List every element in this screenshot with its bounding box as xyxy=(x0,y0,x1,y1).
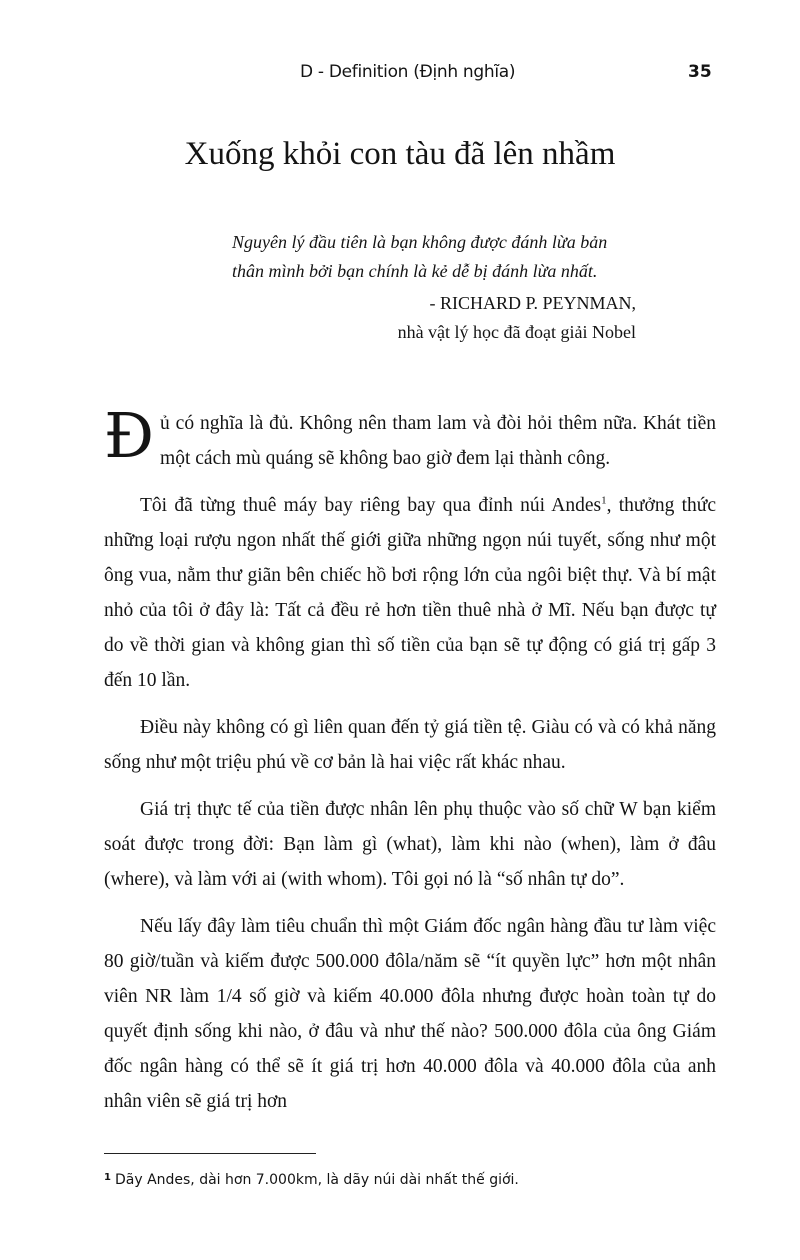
paragraph-4: Giá trị thực tế của tiền được nhân lên phụ thuộc vào số chữ W bạn kiểm soát được trong đời: Bạn làm gì (what), làm khi nào (when), làm ở đâu (where), và làm với ai (with whom). Tôi gọi nó là “số nhân tự do”. xyxy=(104,799,716,890)
paragraph-1 xyxy=(104,399,716,476)
paragraph-2 xyxy=(104,488,716,698)
paragraph-2-text-a: Tôi đã từng thuê máy bay riêng bay qua đỉnh núi Andes xyxy=(140,495,602,516)
epigraph-quote: Nguyên lý đầu tiên là bạn không được đánh lừa bản thân mình bởi bạn chính là kẻ dễ bị đánh lừa nhất. xyxy=(232,232,608,281)
footnote-marker: 1 xyxy=(104,1172,111,1183)
paragraph-1-text: ủ có nghĩa là đủ. Không nên tham lam và đòi hỏi thêm nữa. Khát tiền một cách mù quáng sẽ không bao giờ đem lại thành công. xyxy=(160,413,716,469)
epigraph xyxy=(232,228,636,347)
paragraph-2-text-b: , thưởng thức những loại rượu ngon nhất thế giới giữa những ngọn núi tuyết, sống như một ông vua, nằm thư giãn bên chiếc hồ bơi rộng lớn của ngôi biệt thự. Và bí mật nhỏ của tôi ở đây là: Tất cả đều rẻ hơn tiền thuê nhà ở Mĩ. Nếu bạn được tự do về thời gian và không gian thì số tiền của bạn sẽ tự động có giá trị gấp 3 đến 10 lần. xyxy=(104,495,716,691)
page-number: 35 xyxy=(688,62,712,82)
running-title: D - Definition (Định nghĩa) xyxy=(300,62,516,82)
epigraph-author-description: nhà vật lý học đã đoạt giải Nobel xyxy=(397,322,636,342)
paragraph-3: Điều này không có gì liên quan đến tỷ giá tiền tệ. Giàu có và có khả năng sống như một triệu phú về cơ bản là hai việc rất khác nhau. xyxy=(104,717,716,773)
body-text xyxy=(104,399,716,1131)
epigraph-author: - RICHARD P. PEYNMAN, xyxy=(429,293,636,313)
footnote-reference[interactable]: 1 xyxy=(601,494,607,507)
footnote-divider xyxy=(104,1153,316,1154)
footnote xyxy=(104,1172,716,1188)
drop-cap: Đ xyxy=(104,399,155,472)
paragraph-5: Nếu lấy đây làm tiêu chuẩn thì một Giám đốc ngân hàng đầu tư làm việc 80 giờ/tuần và kiếm được 500.000 đôla/năm sẽ “ít quyền lực” hơn một nhân viên NR làm 1/4 số giờ và kiếm 40.000 đôla nhưng được hoàn toàn tự do quyết định sống khi nào, ở đâu và như thế nào? 500.000 đôla của ông Giám đốc ngân hàng có thể sẽ ít giá trị hơn 40.000 đôla và 40.000 đôla của anh nhân viên sẽ giá trị hơn xyxy=(104,916,716,1112)
running-header xyxy=(0,62,800,90)
chapter-title: Xuống khỏi con tàu đã lên nhầm xyxy=(184,136,616,172)
footnote-text: Dãy Andes, dài hơn 7.000km, là dãy núi dài nhất thế giới. xyxy=(114,1172,519,1188)
